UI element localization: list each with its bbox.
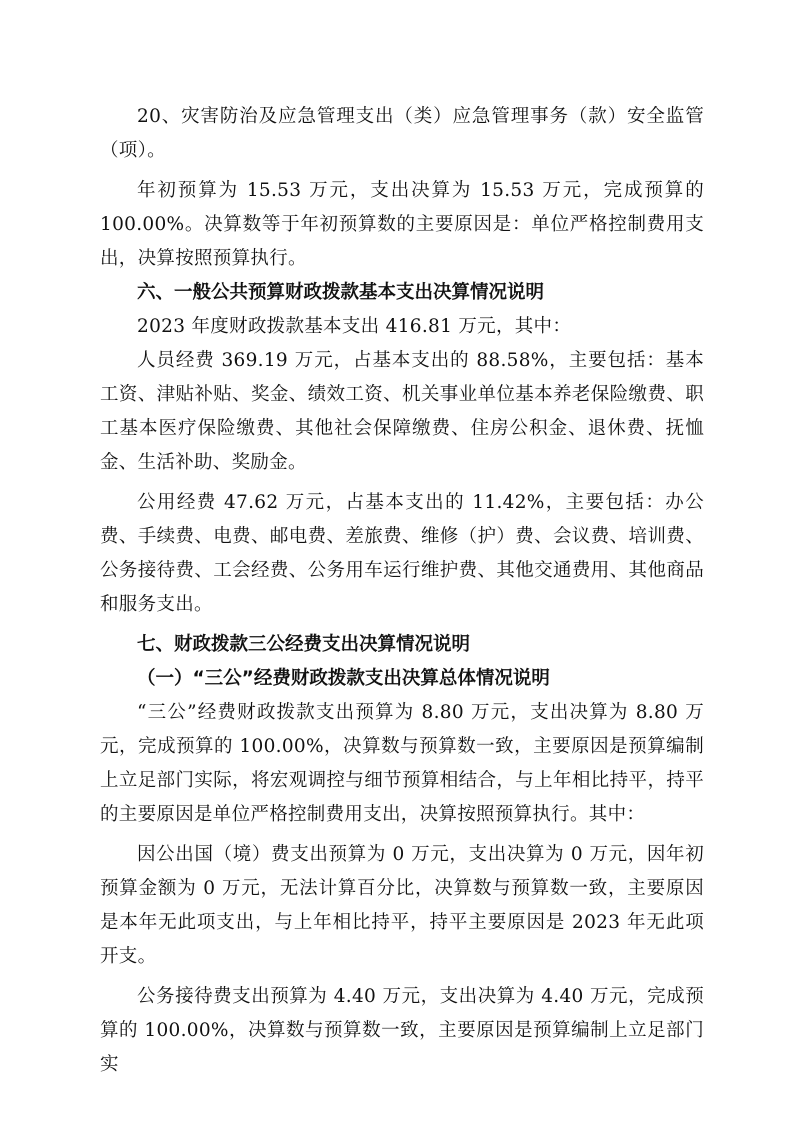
section-6-personnel-paragraph: 人员经费 369.19 万元，占基本支出的 88.58%，主要包括：基本工资、津贴补贴、奖金、绩效工资、机关事业单位基本养老保险缴费、职工基本医疗保险缴费、其他社会保障缴费、住房公积金、退休费、抚恤金、生活补助、奖励金。 (100, 350, 704, 473)
section-6-intro: 2023 年度财政拨款基本支出 416.81 万元，其中： (137, 316, 572, 337)
section-6-heading: 六、一般公共预算财政拨款基本支出决算情况说明 (137, 282, 545, 303)
section-7-heading: 七、财政拨款三公经费支出决算情况说明 (137, 634, 471, 655)
item-20-body: 年初预算为 15.53 万元，支出决算为 15.53 万元，完成预算的 100.00%。决算数等于年初预算数的主要原因是：单位严格控制费用支出，决算按照预算执行。 (100, 180, 704, 269)
section-7-reception-paragraph: 公务接待费支出预算为 4.40 万元，支出决算为 4.40 万元，完成预算的 100.00%，决算数与预算数一致，主要原因是预算编制上立足部门实 (100, 986, 704, 1075)
item-20-title: 20、灾害防治及应急管理支出（类）应急管理事务（款）安全监管（项）。 (100, 106, 704, 161)
page-content (100, 100, 704, 1082)
section-7-abroad-paragraph: 因公出国（境）费支出预算为 0 万元，支出决算为 0 万元，因年初预算金额为 0 万元，无法计算百分比，决算数与预算数一致，主要原因是本年无此项支出，与上年相比持平，持平主要原因是 2023 年无此项开支。 (100, 844, 704, 967)
section-6-public-paragraph: 公用经费 47.62 万元，占基本支出的 11.42%，主要包括：办公费、手续费、电费、邮电费、差旅费、维修（护）费、会议费、培训费、公务接待费、工会经费、公务用车运行维护费、其他交通费用、其他商品和服务支出。 (100, 492, 704, 615)
section-7-sub1-heading: （一）“三公”经费财政拨款支出决算总体情况说明 (137, 668, 550, 689)
section-7-overall-paragraph: “三公”经费财政拨款支出预算为 8.80 万元，支出决算为 8.80 万元，完成预算的 100.00%，决算数与预算数一致，主要原因是预算编制上立足部门实际，将宏观调控与细节预算相结合，与上年相比持平，持平的主要原因是单位严格控制费用支出，决算按照预算执行。其中： (100, 702, 704, 825)
